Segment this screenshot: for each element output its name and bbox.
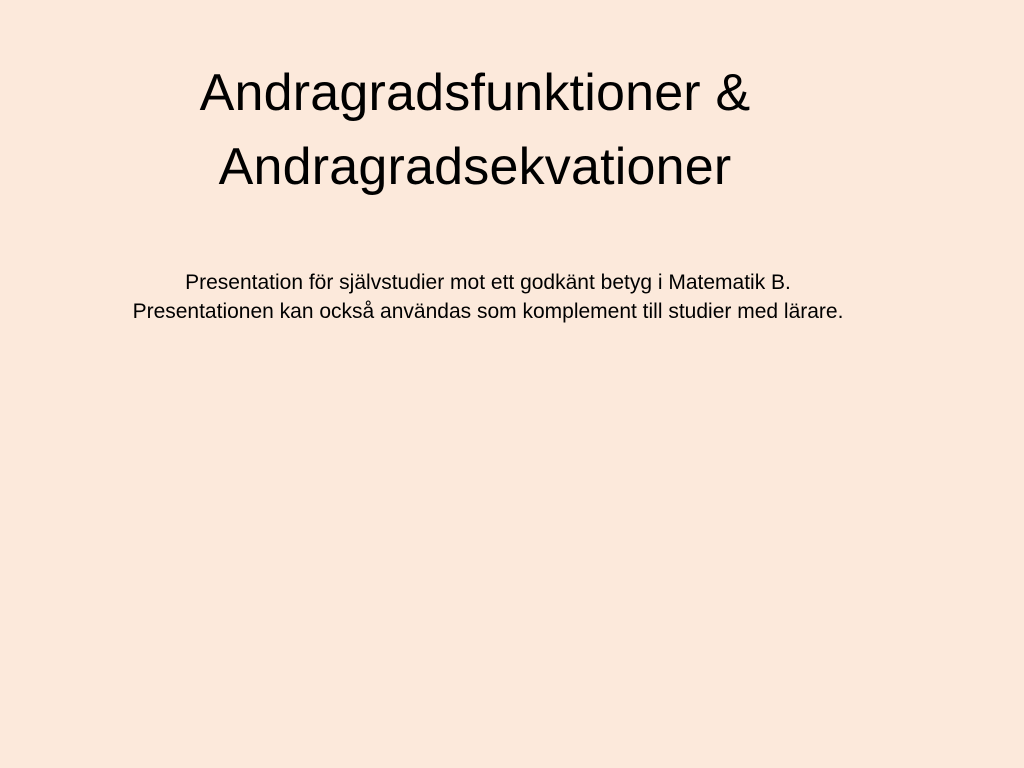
slide-title xyxy=(0,56,950,204)
slide-title-line-1: Andragradsfunktioner & xyxy=(199,64,751,122)
slide-subtitle xyxy=(0,268,976,326)
slide-title-line-2: Andragradsekvationer xyxy=(218,138,732,196)
slide-subtitle-line-1: Presentation för självstudier mot ett godkänt betyg i Matematik B. xyxy=(185,271,791,294)
slide-subtitle-line-2: Presentationen kan också användas som komplement till studier med lärare. xyxy=(132,300,844,323)
